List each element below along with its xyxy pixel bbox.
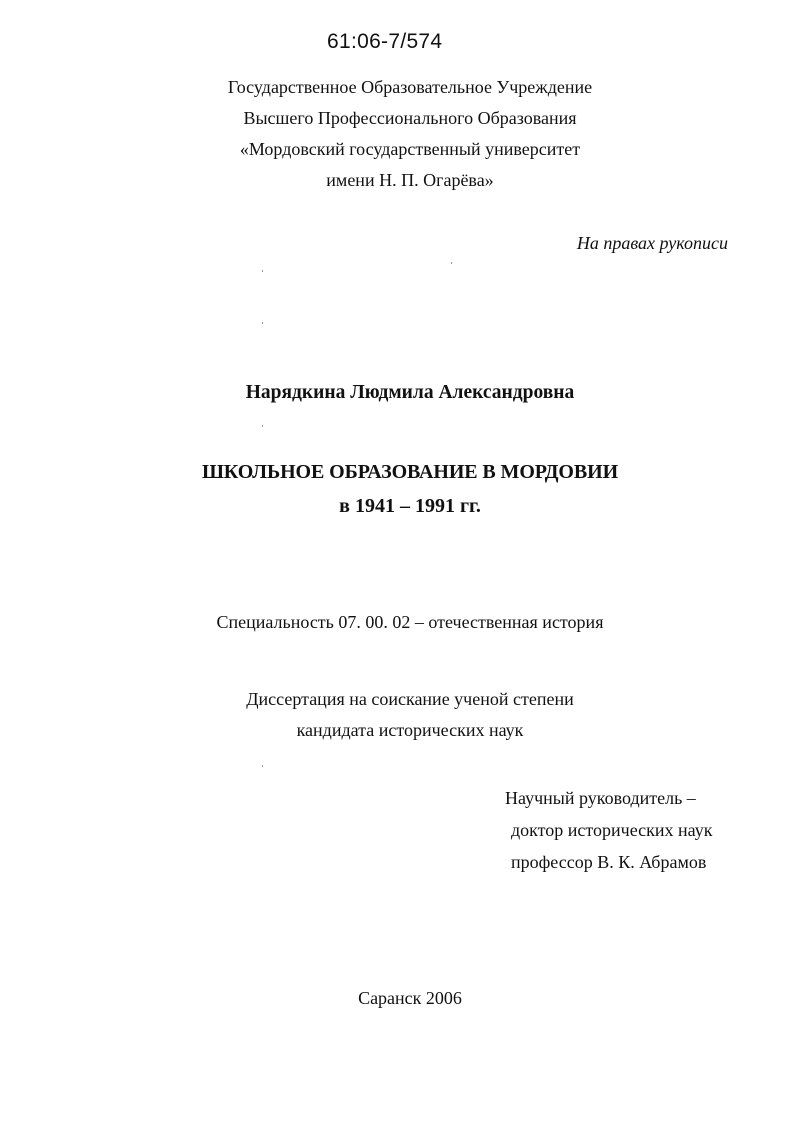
author-name: Нарядкина Людмила Александровна	[245, 382, 575, 403]
supervisor-block	[505, 782, 713, 878]
scan-speck	[262, 425, 263, 427]
manuscript-rights-note: На правах рукописи	[576, 233, 728, 253]
title-line-2: в 1941 – 1991 гг.	[339, 495, 481, 517]
place-and-year: Саранск 2006	[358, 988, 462, 1008]
institution-block	[160, 72, 660, 196]
degree-line-1: Диссертация на соискание ученой степени	[246, 689, 574, 709]
scan-speck	[262, 765, 263, 767]
dissertation-title	[110, 455, 710, 523]
degree-block	[160, 684, 660, 746]
supervisor-line-1: Научный руководитель –	[505, 788, 696, 808]
institution-line-3: «Мордовский государственный университет	[239, 139, 581, 159]
supervisor-line-3: профессор В. К. Абрамов	[511, 852, 707, 872]
institution-line-2: Высшего Профессионального Образования	[243, 108, 577, 128]
scan-speck	[451, 262, 452, 264]
document-code: 61:06-7/574	[327, 30, 443, 53]
scan-speck	[262, 322, 263, 324]
title-line-1: ШКОЛЬНОЕ ОБРАЗОВАНИЕ В МОРДОВИИ	[201, 461, 619, 483]
supervisor-line-2: доктор исторических наук	[511, 820, 713, 840]
scan-speck	[262, 270, 263, 272]
institution-line-1: Государственное Образовательное Учреждение	[227, 77, 593, 97]
institution-line-4: имени Н. П. Огарёва»	[326, 170, 494, 190]
specialty-line: Специальность 07. 00. 02 – отечественная история	[216, 612, 604, 632]
degree-line-2: кандидата исторических наук	[296, 720, 524, 740]
